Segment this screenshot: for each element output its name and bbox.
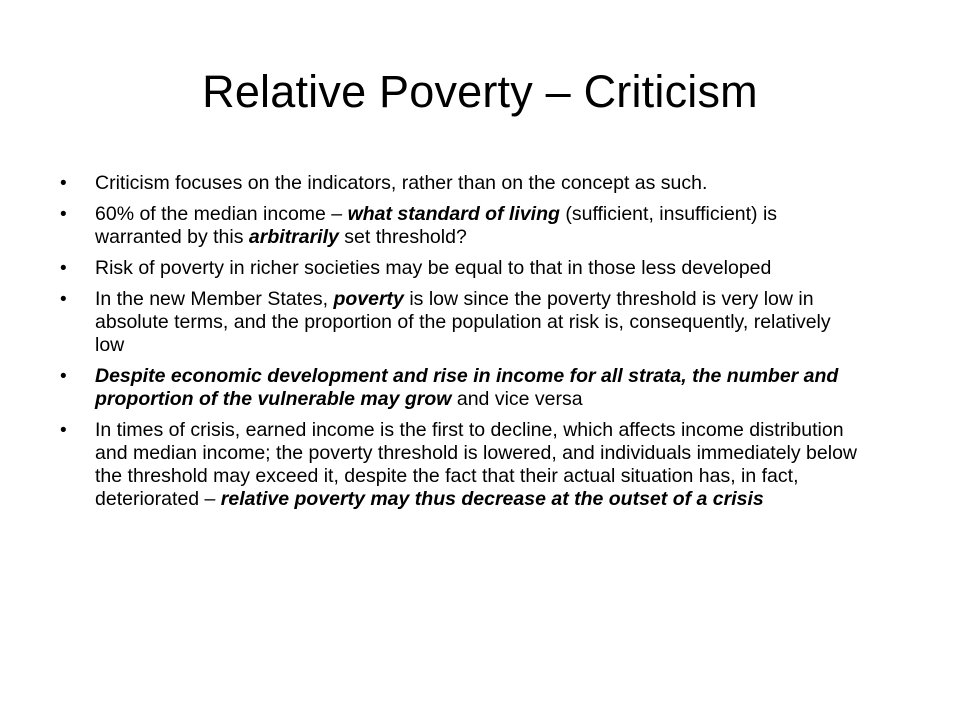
bullet-text: is low since the poverty threshold is very low in absolute terms, and the proportion of the population at risk is, consequently, relatively low [95, 288, 831, 356]
bullet-text: 60% of the median income – [95, 203, 348, 225]
emphasized-text: what standard of living [347, 203, 560, 225]
bullet-item [60, 257, 860, 280]
bullet-item [60, 365, 860, 411]
bullet-marker: • [60, 258, 67, 279]
bullet-list [60, 172, 860, 519]
emphasized-text: poverty [333, 288, 404, 310]
bullet-text: set threshold? [338, 226, 467, 248]
bullet-text: and vice versa [451, 388, 583, 410]
bullet-text: (sufficient, insufficient) is warranted by this [95, 203, 778, 248]
bullet-item [60, 203, 860, 249]
bullet-text: Risk of poverty in richer societies may be equal to that in those less developed [95, 257, 772, 279]
emphasized-text: Despite economic development and rise in income for all strata, the number and proportion of the vulnerable may grow [95, 365, 839, 410]
bullet-marker: • [60, 420, 67, 441]
bullet-marker: • [60, 204, 67, 225]
emphasized-text: arbitrarily [248, 226, 339, 248]
bullet-marker: • [60, 173, 67, 194]
emphasized-text: relative poverty may thus decrease at the outset of a crisis [220, 488, 764, 510]
bullet-text: Criticism focuses on the indicators, rather than on the concept as such. [95, 172, 708, 194]
bullet-text: In the new Member States, [95, 288, 334, 310]
bullet-marker: • [60, 289, 67, 310]
slide-title: Relative Poverty – Criticism [202, 66, 758, 117]
bullet-item [60, 419, 860, 511]
bullet-item [60, 172, 860, 195]
bullet-text: In times of crisis, earned income is the first to decline, which affects income distribution and median income; the poverty threshold is lowered, and individuals immediately below the threshold may exceed it, despite the fact that their actual situation has, in fact, deteriorated – [95, 419, 857, 510]
bullet-marker: • [60, 366, 67, 387]
bullet-item [60, 288, 860, 357]
